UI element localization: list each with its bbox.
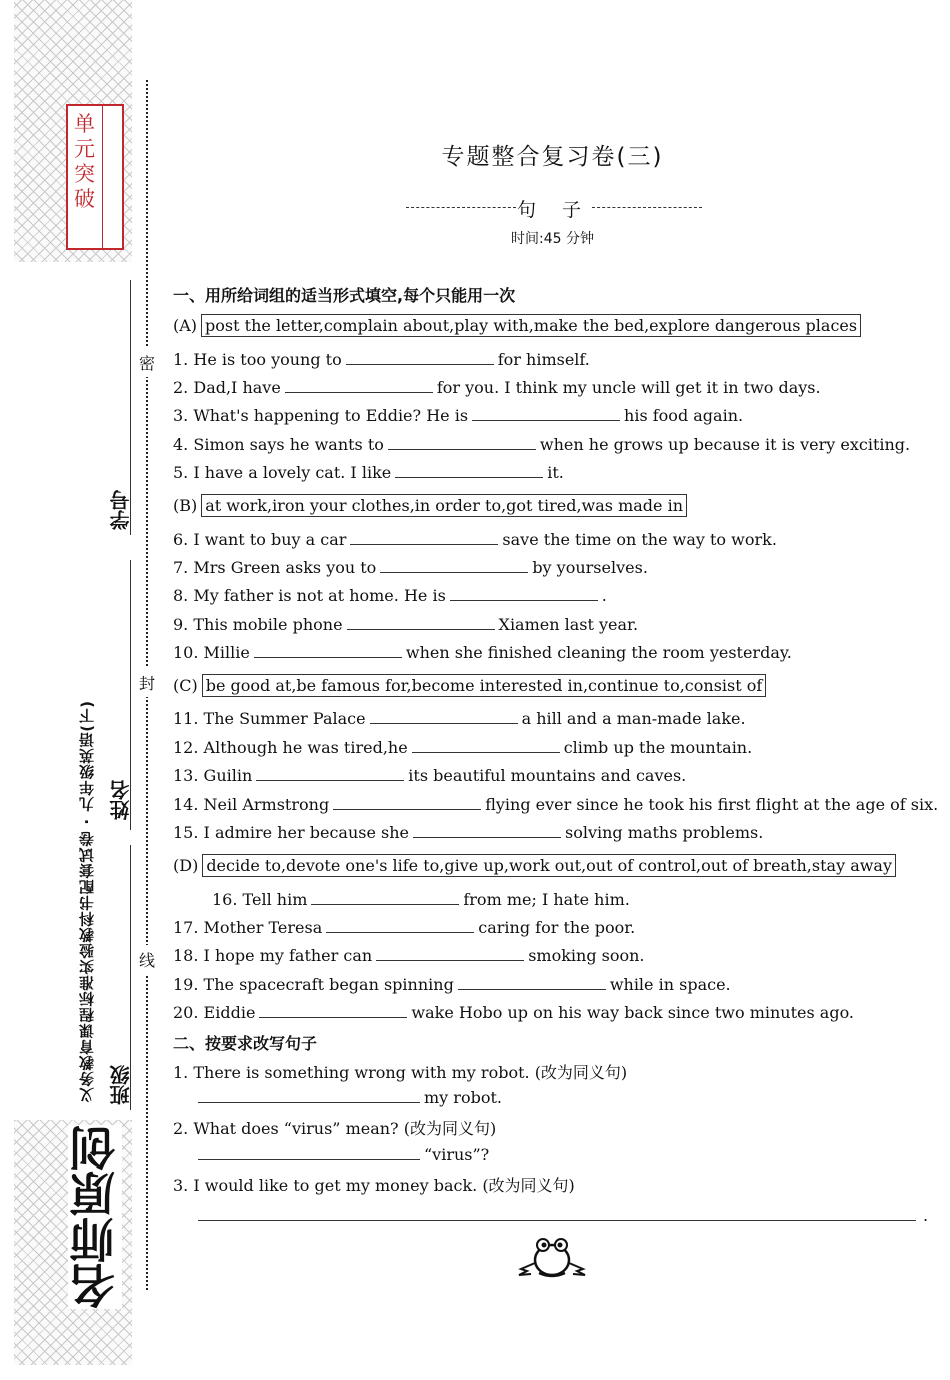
question-item: 16. Tell him from me; I hate him. bbox=[212, 890, 630, 909]
answer-blank[interactable] bbox=[472, 419, 620, 421]
section-heading-1: 一、用所给词组的适当形式填空,每个只能用一次 bbox=[173, 286, 516, 305]
answer-blank[interactable] bbox=[347, 628, 495, 630]
answer-blank[interactable] bbox=[311, 903, 459, 905]
seal-char-mi: 密 bbox=[139, 348, 155, 377]
rewrite-question: 3. I would like to get my money back. (改为同义句) bbox=[173, 1176, 575, 1195]
rewrite-question: 1. There is something wrong with my robot. (改为同义句) bbox=[173, 1063, 628, 1082]
question-item: 14. Neil Armstrong flying ever since he took his first flight at the age of six. bbox=[173, 795, 939, 814]
section-heading-2: 二、按要求改写句子 bbox=[173, 1034, 318, 1053]
page-title: 专题整合复习卷(三) bbox=[441, 144, 664, 170]
brand-logo-text: 名师原创 bbox=[68, 1125, 122, 1309]
answer-blank[interactable] bbox=[376, 959, 524, 961]
question-item: 1. He is too young to for himself. bbox=[173, 350, 590, 369]
phrase-box: decide to,devote one's life to,give up,work out,out of control,out of breath,stay away bbox=[202, 854, 896, 877]
question-item: 11. The Summer Palace a hill and a man-made lake. bbox=[173, 709, 746, 728]
question-item: 4. Simon says he wants to when he grows up because it is very exciting. bbox=[173, 435, 911, 454]
answer-blank[interactable] bbox=[450, 599, 598, 601]
phrase-box: at work,iron your clothes,in order to,got tired,was made in bbox=[201, 494, 687, 517]
answer-blank[interactable] bbox=[380, 571, 528, 573]
question-item: 20. Eiddie wake Hobo up on his way back since two minutes ago. bbox=[173, 1003, 855, 1022]
field-student-number: 学号 bbox=[109, 490, 133, 530]
rewrite-question: 2. What does “virus” mean? (改为同义句) bbox=[173, 1119, 497, 1138]
answer-blank[interactable] bbox=[412, 751, 560, 753]
answer-blank[interactable] bbox=[346, 363, 494, 365]
phrase-group-c bbox=[173, 676, 766, 695]
seal-char-feng: 封 bbox=[139, 668, 155, 697]
group-label: (A) bbox=[173, 316, 198, 335]
seal-char-xian: 线 bbox=[139, 945, 155, 974]
question-item: 15. I admire her because she solving maths problems. bbox=[173, 823, 764, 842]
question-item: 10. Millie when she finished cleaning the room yesterday. bbox=[173, 643, 792, 662]
rewrite-answer: my robot. bbox=[198, 1088, 502, 1107]
answer-blank[interactable] bbox=[333, 808, 481, 810]
time-limit: 时间:45 分钟 bbox=[511, 231, 594, 247]
question-item: 2. Dad,I have for you. I think my uncle will get it in two days. bbox=[173, 378, 821, 397]
phrase-group-a bbox=[173, 316, 861, 335]
answer-blank[interactable] bbox=[350, 543, 498, 545]
question-item: 19. The spacecraft began spinning while in space. bbox=[173, 975, 731, 994]
answer-blank[interactable] bbox=[198, 1158, 420, 1160]
question-item: 18. I hope my father can smoking soon. bbox=[173, 946, 645, 965]
field-class: 班级 bbox=[109, 1065, 133, 1105]
answer-blank[interactable] bbox=[370, 722, 518, 724]
answer-blank[interactable] bbox=[254, 656, 402, 658]
question-item: 12. Although he was tired,he climb up the mountain. bbox=[173, 738, 753, 757]
frog-mascot-icon bbox=[515, 1233, 589, 1281]
question-item: 13. Guilin its beautiful mountains and caves. bbox=[173, 766, 687, 785]
answer-blank[interactable] bbox=[388, 448, 536, 450]
question-item: 9. This mobile phone Xiamen last year. bbox=[173, 615, 639, 634]
group-label: (B) bbox=[173, 496, 198, 515]
answer-blank[interactable] bbox=[458, 988, 606, 990]
answer-line[interactable] bbox=[198, 1220, 916, 1221]
phrase-box: be good at,be famous for,become interested in,continue to,consist of bbox=[202, 674, 767, 697]
answer-blank[interactable] bbox=[285, 391, 433, 393]
phrase-box: post the letter,complain about,play with,make the bed,explore dangerous places bbox=[201, 314, 861, 337]
question-item: 3. What's happening to Eddie? He is his food again. bbox=[173, 406, 744, 425]
answer-blank[interactable] bbox=[198, 1101, 420, 1103]
question-item: 17. Mother Teresa caring for the poor. bbox=[173, 918, 636, 937]
question-item: 8. My father is not at home. He is . bbox=[173, 586, 607, 605]
answer-period: . bbox=[923, 1206, 929, 1225]
question-item: 5. I have a lovely cat. I like it. bbox=[173, 463, 564, 482]
unit-stamp-text: 单元突破 bbox=[74, 112, 95, 211]
group-label: (C) bbox=[173, 676, 198, 695]
question-item: 7. Mrs Green asks you to by yourselves. bbox=[173, 558, 648, 577]
answer-blank[interactable] bbox=[413, 836, 561, 838]
answer-blank[interactable] bbox=[395, 476, 543, 478]
topic-label: 句 子 bbox=[516, 199, 592, 221]
rewrite-answer: “virus”? bbox=[198, 1145, 489, 1164]
question-item: 6. I want to buy a car save the time on the way to work. bbox=[173, 530, 777, 549]
phrase-group-d bbox=[173, 856, 896, 875]
answer-blank[interactable] bbox=[256, 779, 404, 781]
group-label: (D) bbox=[173, 856, 199, 875]
field-name: 姓名 bbox=[109, 780, 133, 820]
answer-blank[interactable] bbox=[259, 1016, 407, 1018]
series-title: 义务教育课程标准实验教科书配套试卷 · 九年级英语(下) bbox=[78, 700, 96, 1103]
phrase-group-b bbox=[173, 496, 687, 515]
answer-blank[interactable] bbox=[326, 931, 474, 933]
topic-row bbox=[406, 195, 702, 221]
